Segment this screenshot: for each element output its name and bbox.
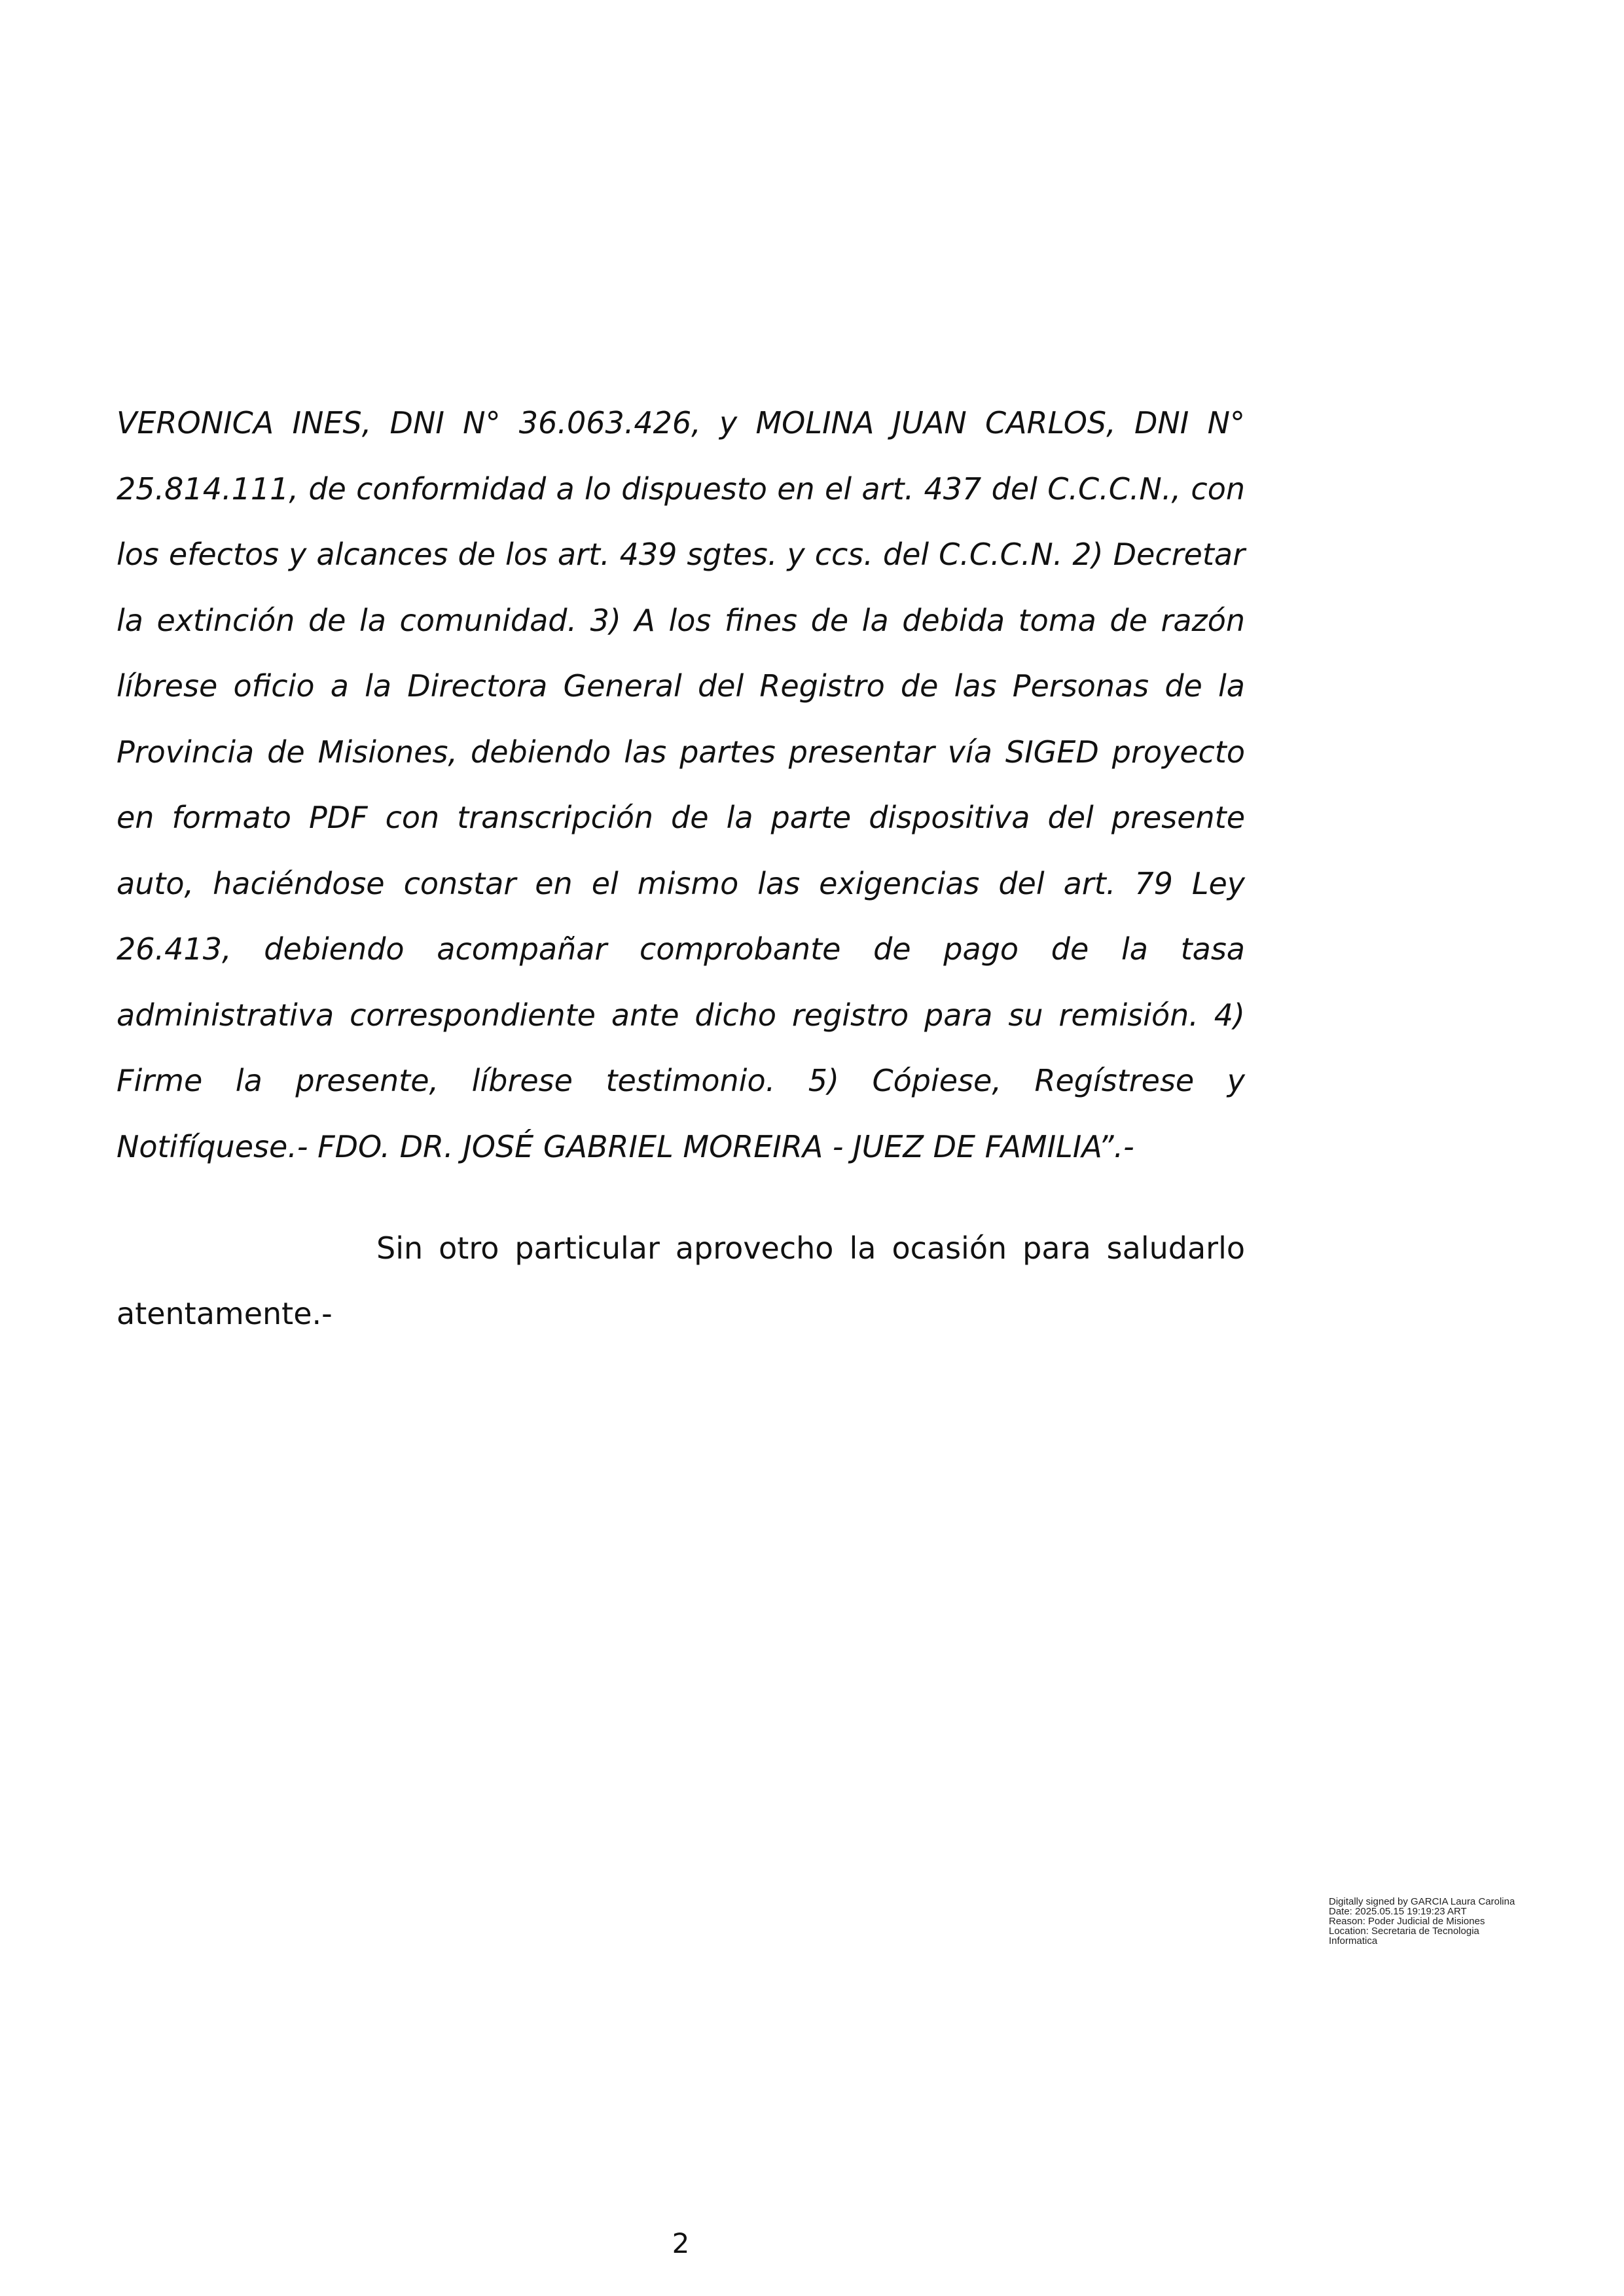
- signature-date: Date: 2025.05.15 19:19:23 ART: [1329, 1906, 1467, 1917]
- digital-signature-block: [1329, 1897, 1591, 1946]
- page-number: 2: [672, 2227, 690, 2259]
- signature-signed-by: Digitally signed by GARCIA Laura Carolina: [1329, 1896, 1515, 1907]
- closing-paragraph: Sin otro particular aprovecho la ocasión para saludarlo atentamente.-: [117, 1230, 1245, 1331]
- signature-reason: Reason: Poder Judicial de Misiones: [1329, 1916, 1485, 1927]
- signature-location: Location: Secretaria de Tecnologia: [1329, 1926, 1479, 1937]
- signature-location-continued: Informatica: [1329, 1935, 1378, 1946]
- quoted-resolution-paragraph: VERONICA INES, DNI N° 36.063.426, y MOLINA JUAN CARLOS, DNI N° 25.814.111, de conformidad a lo dispuesto en el art. 437 del C.C.C.N., con los efectos y alcances de los art. 439 sgtes. y ccs. del C.C.C.N. 2) Decretar la extinción de la comunidad. 3) A los fines de la debida toma de razón líbrese oficio a la Directora General del Registro de las Personas de la Provincia de Misiones, debiendo las partes presentar vía SIGED proyecto en formato PDF con transcripción de la parte dispositiva del presente auto, haciéndose constar en el mismo las exigencias del art. 79 Ley 26.413, debiendo acompañar comprobante de pago de la tasa administrativa correspondiente ante dicho registro para su remisión. 4) Firme la presente, líbrese testimonio. 5) Cópiese, Regístrese y Notifíquese.- FDO. DR. JOSÉ GABRIEL MOREIRA - JUEZ DE FAMILIA”.-: [117, 405, 1245, 1164]
